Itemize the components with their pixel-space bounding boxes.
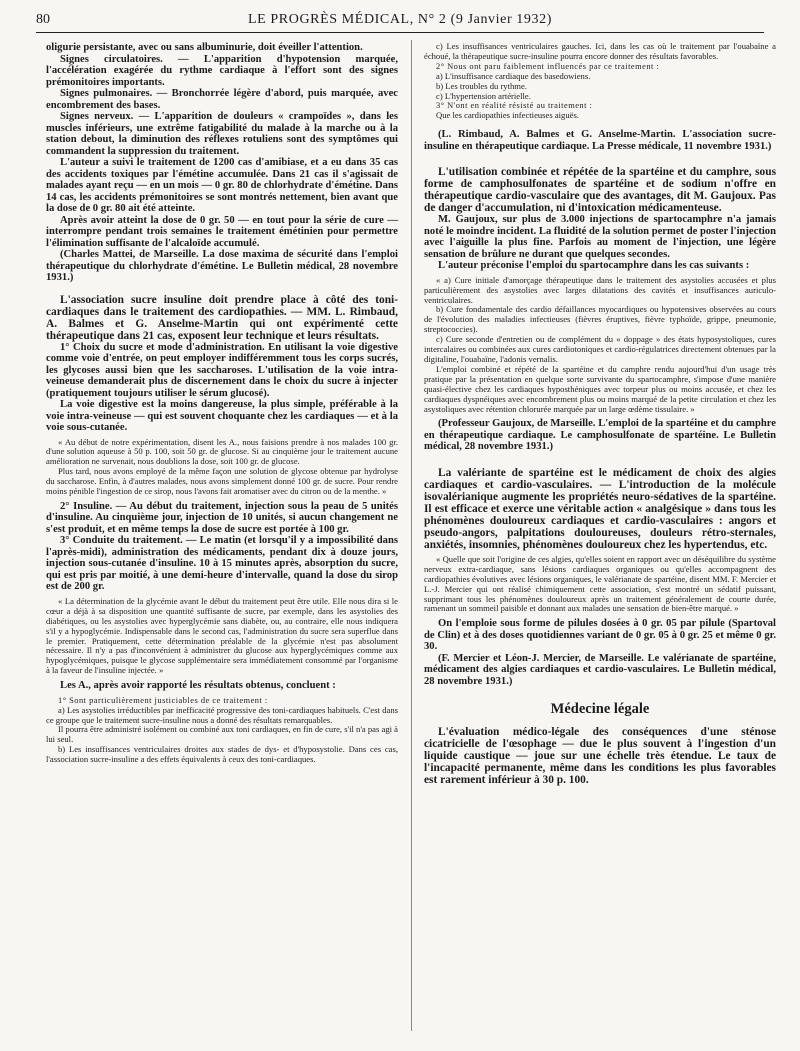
- quote-paragraph: « a) Cure initiale d'amorçage thérapeutique dans le traitement des asystolies accusées et plus particulièrement des asystolies avec larges dilatations des cavités et insuffisances auriculo-ventriculaires.: [424, 274, 776, 305]
- list-item: a) Les asystolies irréductibles par inefficacité progressive des toni-cardiaques habituels. C'est dans ce groupe que le traitement sucre-insuline nous a donné des résultats remarquables.: [46, 704, 398, 725]
- section-title: Médecine légale: [550, 701, 650, 718]
- list-item: c) Les insuffisances ventriculaires gauches. Ici, dans les cas où le traitement par l'ouabaïne a échoué, la thérapeutique sucre-insuline pourra encore donner des résultats favorables.: [424, 41, 776, 61]
- paragraph: Signes nerveux. — L'apparition de douleurs « crampoïdes », dans les muscles inférieurs, une extrême fatigabilité du malade à la marche ou à la station debout, la diminution des réflexes rotuliens sont des symptômes qui commandent la suppression du traitement.: [46, 111, 398, 157]
- list-item: c) L'hypertension artérielle.: [436, 90, 531, 101]
- list-item: b) Les troubles du rythme.: [436, 80, 527, 91]
- citation: (Charles Mattei, de Marseille. La dose maxima de sécurité dans l'emploi thérapeutique du chlorhydrate d'émétine. Le Bulletin médical, 28 novembre 1931.): [46, 249, 398, 283]
- right-column: [424, 42, 776, 786]
- running-header: [36, 10, 764, 33]
- list-heading: 3° N'ont en réalité résisté au traitement :: [436, 101, 593, 111]
- paragraph: Signes pulmonaires. — Bronchorrée légère d'abord, puis marquée, avec encombrement des bases.: [46, 88, 398, 111]
- paragraph: L'auteur préconise l'emploi du spartocamphre dans les cas suivants :: [438, 260, 750, 272]
- list-item: Que les cardiopathies infectieuses aiguës.: [436, 110, 579, 121]
- list-item: b) Les insuffisances ventriculaires droites aux stades de dys- et d'hyposystolie. Dans ces cas, l'association sucre-insuline a des effets équivalents à ceux des toni-cardiaques.: [46, 744, 398, 765]
- paragraph: Après avoir atteint la dose de 0 gr. 50 — en tout pour la série de cure — interrompre pendant trois semaines le traitement émétinien pour permettre l'élimination suffisante de l'alcaloïde accumulé.: [46, 214, 398, 249]
- article-heading: La valériante de spartéine est le médicament de choix des algies cardiaques et cardio-vasculaires. — L'introduction de la molécule isovalérianique augmente les propriétés neuro-sédatives de la spartéine. Il est efficace et exerce une véritable action « analgésique » dans tous les phénomènes douloureux cardiaques et cardio-vasculaires : angors et pseudo-angors, palpitations douloureuses, douleurs rétro-sternales, anxiétés, insomnies, phénomènes douloureux chez les hypertendus, etc.: [424, 466, 776, 551]
- list-item: Il pourra être administré isolément ou combiné aux toni cardiaques, en fin de cure, s'il n'a pas agi à lui seul.: [46, 724, 398, 745]
- quote-paragraph: b) Cure fondamentale des cardio défaillances myocardiques ou hypotensives observées au cours de l'évolution des maladies infectieuses (fièvres éruptives, fièvre typhoïde, grippe, pneumonie, streptococcies).: [424, 304, 776, 335]
- article-heading: L'utilisation combinée et répétée de la spartéine et du camphre, sous forme de camphosulfonates de spartéine et de sodium n'offre en thérapeutique cardio-vasculaire que des avantages, dit M. Gaujoux. Pas de danger d'accumulation, ni d'intoxication médicamenteuse.: [424, 166, 776, 215]
- quote-paragraph: « Quelle que soit l'origine de ces algies, qu'elles soient en rapport avec un déséquilibre du système nerveux extra-cardiaque, sans lésions cardiaques organiques ou qu'elles accompagnent des cardiopathies évolutives avec lésions organiques, le valérianate de spartéine, disent MM. F. Mercier et L.-J. Mercier qui ont réalisé chimiquement cette association, s'est montré un sédatif puissant, supprimant tous les phénomènes douloureux après un traitement généralement de courte durée, ramenant un sommeil paisible et donnant aux malades une sensation de bien-être marqué. »: [424, 553, 776, 614]
- paragraph: La voie digestive est la moins dangereuse, la plus simple, préférable à la voie intra-veineuse — qui est souvent choquante chez les cardiaques — et à la voie sous-cutanée.: [46, 399, 398, 433]
- paragraph: On l'emploie sous forme de pilules dosées à 0 gr. 05 par pilule (Spartoval de Clin) et à des doses quotidiennes variant de 0 gr. 05 à 0 gr. 25 et même 0 gr. 30.: [424, 618, 776, 653]
- quote-paragraph: c) Cure seconde d'entretien ou de complément du « doppage » des états hyposystoliques, cures intercalaires ou combinées aux cures cardiotoniques et cardio-régulatrices directement obtenues par la digitaline, l'ouabaïne, l'adonis vernalis.: [424, 334, 776, 364]
- article-heading: L'association sucre insuline doit prendre place à côté des toni-cardiaques dans le traitement des cardiopathies. — MM. L. Rimbaud, A. Balmes et G. Anselme-Martin qui ont expérimenté cette thérapeutique dans 21 cas, exposent leur technique et leurs résultats.: [46, 293, 398, 342]
- list-item: a) L'insuffisance cardiaque des basedowiens.: [436, 70, 591, 81]
- quote-paragraph: L'emploi combiné et répété de la spartéine et du camphre rendu aujourd'hui d'un usage très pratique par la présentation en quelque sorte survivante du spartocamphre, s'impose d'une manière quasi-élective chez les cardiaques hyposthéniques avec torpeur plus ou moins accusée, et chez les cardiaques dyspnéiques avec encombrement plus ou moins marqué de la petite circulation et chez les asystoliques avec rétention chlorurée marquée par un large œdème tissulaire. »: [424, 363, 776, 414]
- article-heading: L'évaluation médico-légale des conséquences d'une sténose cicatricielle de l'œsophage — due le plus souvent à l'ingestion d'un liquide caustique — joue sur une échelle très étendue. Le taux de l'incapacité permanente, même dans les conditions les plus favorables est rarement inférieur à 30 p. 100.: [424, 726, 776, 787]
- quote-paragraph: « Au début de notre expérimentation, disent les A., nous faisions prendre à nos malades 100 gr. d'une solution aqueuse à 50 p. 100, soit 50 gr. de glucose. Si au cinquième jour le traitement aucune amélioration ne survenait, nous doublions la dose, soit 100 gr. de glucose.: [46, 436, 398, 467]
- paragraph: Les A., après avoir rapporté les résultats obtenus, concluent :: [60, 680, 336, 692]
- list-heading: 2° Nous ont paru faiblement influencés par ce traitement :: [436, 61, 660, 71]
- citation: (F. Mercier et Léon-J. Mercier, de Marseille. Le valérianate de spartéine, médicament des algies cardiaques et cardio-vasculaires. Le Bulletin médical, 28 novembre 1931.): [424, 652, 776, 687]
- paragraph: 1° Choix du sucre et mode d'administration. En utilisant la voie digestive comme voie d'entrée, on peut employer indifféremment tous les corps sucrés, les glycoses aussi bien que les saccharoses. L'utilisation de la voie intra-veineuse demanderait plus de discernement dans le choix du sucre à injecter (pratiquement toujours utiliser le sérum glucosé).: [46, 341, 398, 399]
- citation: (L. Rimbaud, A. Balmes et G. Anselme-Martin. L'association sucre-insuline en thérapeutique cardiaque. La Presse médicale, 11 novembre 1931.): [424, 129, 776, 152]
- list-heading: 1° Sont particulièrement justiciables de ce traitement :: [58, 695, 268, 705]
- quote-paragraph: Plus tard, nous avons employé de la même façon une solution de glycose obtenue par hydrolyse du saccharose. Enfin, à d'autres malades, nous avons simplement donné 100 gr. de sucre. Pour rendre moins pénible l'ingestion de ce sirop, nous l'avons fait aromatiser avec du citron ou de la menthe. »: [46, 466, 398, 497]
- quote-paragraph: « La détermination de la glycémie avant le début du traitement peut être utile. Elle nous dira si le cœur a déjà à sa disposition une quantité suffisante de sucre, par exemple, dans les asystolies des diabétiques, ou les asystolies avec hyperglycémie sans diabète, ou, au contraire, elle nous indiquera s'il y a hypoglycémie. Indispensable dans le second cas, l'administration du sucre sera superflue dans le premier. Pratiquement, cette détermination préalable de la glycémie n'est pas absolument nécessaire. Il n'y a pas d'inconvénient à administrer du glucose aux hyperglycémiques comme aux hypoglycémiques, puisque le glycose supplémentaire sera immédiatement consommé par l'organisme à la faveur de l'insuline injectée. »: [46, 595, 398, 676]
- paragraph: 2° Insuline. — Au début du traitement, injection sous la peau de 5 unités d'insuline. Au cinquième jour, injection de 10 unités, si aucun changement ne s'est produit, et en même temps la dose de sucre est portée à 100 gr.: [46, 500, 398, 535]
- paragraph: oligurie persistante, avec ou sans albuminurie, doit éveiller l'attention.: [46, 42, 363, 53]
- paragraph: Signes circulatoires. — L'apparition d'hypotension marquée, l'accélération exagérée du rythme cardiaque à l'effort sont des signes prémonitoires importants.: [46, 53, 398, 88]
- left-column: [46, 42, 398, 765]
- paragraph: M. Gaujoux, sur plus de 3.000 injections de spartocamphre n'a jamais noté le moindre incident. La fluidité de la solution permet de poster l'injection avec l'aiguille la plus fine. Parfois au moment de l'injection, une légère sensation de brûlure ne durant que quelques secondes.: [424, 214, 776, 260]
- running-title: LE PROGRÈS MÉDICAL, N° 2 (9 Janvier 1932): [248, 12, 552, 27]
- page-number: 80: [36, 12, 50, 27]
- paragraph: 3° Conduite du traitement. — Le matin (et lorsqu'il y a impossibilité dans l'après-midi), administration des médicaments, pendant dix à douze jours, injection sous-cutanée d'insuline. 10 à 15 minutes après, absorption du sucre, qui est pris par moitié, à une demi-heure d'intervalle, quand la dose du sirop est de 200 gr.: [46, 535, 398, 593]
- citation: (Professeur Gaujoux, de Marseille. L'emploi de la spartéine et du camphre en thérapeutique cardiaque. Le camphosulfonate de spartéine. Le Bulletin médical, 28 novembre 1931.): [424, 418, 776, 453]
- paragraph: L'auteur a suivi le traitement de 1200 cas d'amibiase, et a eu dans 35 cas des accidents toxiques par l'émétine accumulée. Dans 21 cas il s'agissait de malades ayant reçu — en un mois — 0 gr. 80 de chlorhydrate d'émétine. Dans 14 cas, les accidents prémonitoires se sont montrés nettement, bien avant que la dose de 0 gr. 80 ait été atteinte.: [46, 157, 398, 214]
- column-divider: [411, 40, 412, 1031]
